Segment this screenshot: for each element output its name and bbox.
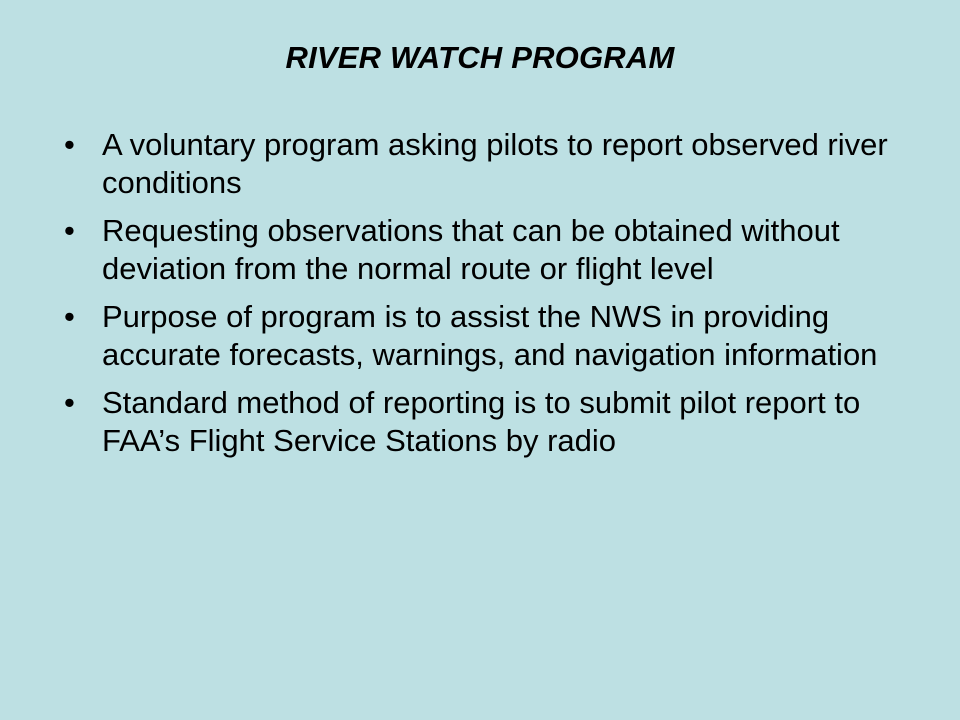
bullet-icon: • bbox=[64, 213, 75, 248]
bullet-list bbox=[64, 126, 904, 470]
bullet-text: Purpose of program is to assist the NWS in providing accurate forecasts, warnings, and navigation information bbox=[102, 299, 878, 372]
bullet-item bbox=[64, 126, 904, 202]
bullet-text: Requesting observations that can be obtained without deviation from the normal route or flight level bbox=[102, 213, 840, 286]
slide-title: RIVER WATCH PROGRAM bbox=[285, 40, 675, 75]
bullet-text: Standard method of reporting is to submit pilot report to FAA’s Flight Service Stations by radio bbox=[102, 385, 861, 458]
bullet-item bbox=[64, 384, 904, 460]
bullet-item bbox=[64, 298, 904, 374]
bullet-icon: • bbox=[64, 299, 75, 334]
bullet-icon: • bbox=[64, 127, 75, 162]
bullet-text: A voluntary program asking pilots to report observed river conditions bbox=[102, 127, 888, 200]
bullet-item bbox=[64, 212, 904, 288]
bullet-icon: • bbox=[64, 385, 75, 420]
